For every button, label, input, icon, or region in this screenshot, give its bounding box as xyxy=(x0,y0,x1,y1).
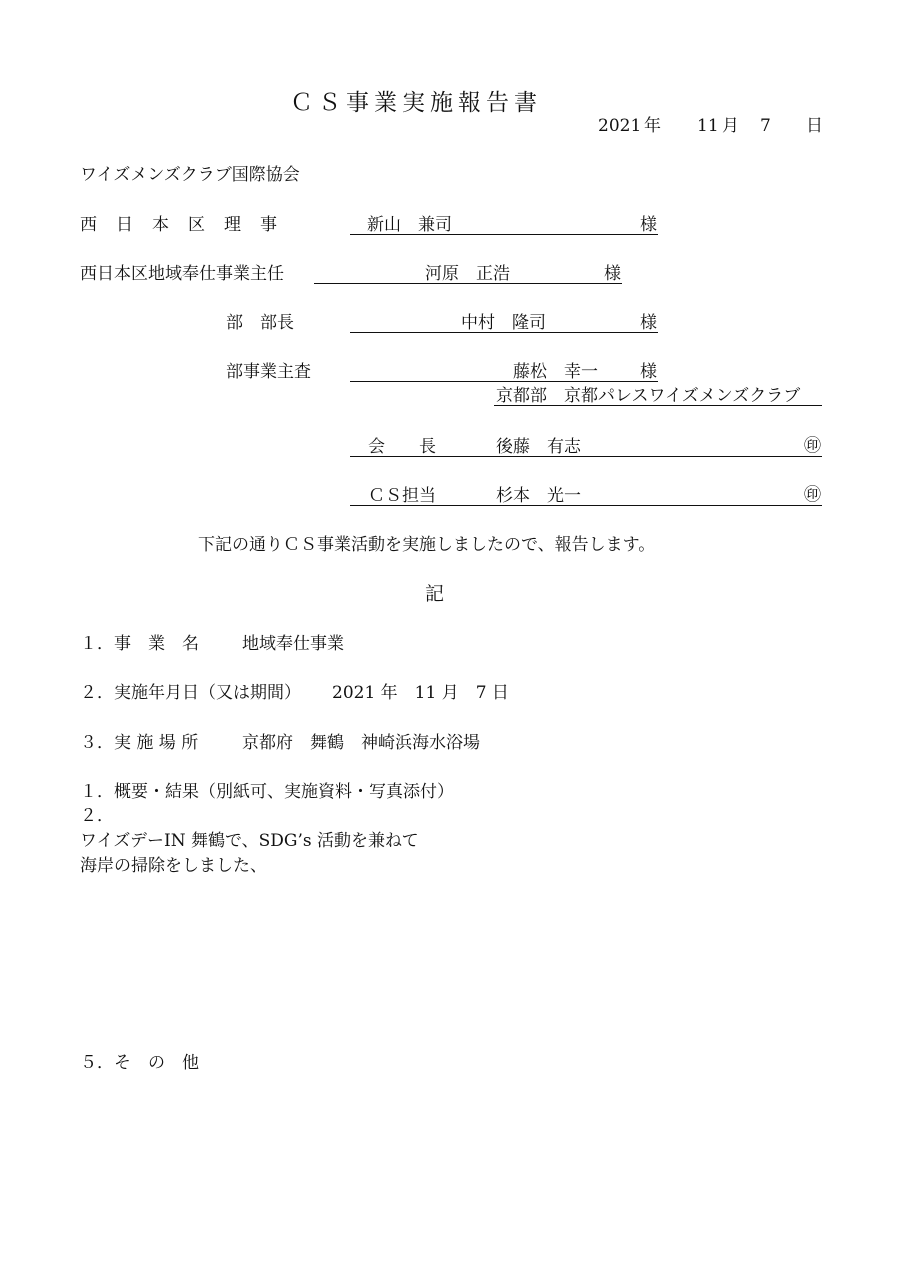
summary-text-line: 海岸の掃除をしました、 xyxy=(80,856,267,876)
recipient-name: 藤松 幸一 xyxy=(513,362,598,382)
signer-name: 杉本 光一 xyxy=(496,486,581,506)
date-month: 11 xyxy=(697,116,719,136)
item-value: 2021 年 11 月 7 日 xyxy=(332,683,509,703)
recipient-name: 新山 兼司 xyxy=(367,215,452,235)
item-label: ２．実施年月日（又は期間） xyxy=(80,683,301,703)
seal-mark: ㊞ xyxy=(804,485,821,505)
item-label: １．事 業 名 xyxy=(80,634,199,654)
recipient-role: 西日本区地域奉仕事業主任 xyxy=(80,264,284,284)
recipient-role: 西 日 本 区 理 事 xyxy=(80,215,278,235)
recipient-role: 部事業主査 xyxy=(226,362,311,382)
underline xyxy=(350,381,658,382)
summary-label: １．概要・結果（別紙可、実施資料・写真添付） xyxy=(80,782,454,802)
recipient-name: 河原 正浩 xyxy=(425,264,510,284)
recipient-honorific: 様 xyxy=(604,264,621,284)
club-name: 京都部 京都パレスワイズメンズクラブ xyxy=(496,386,801,406)
summary-number: ２． xyxy=(80,806,114,826)
recipient-name: 中村 隆司 xyxy=(461,313,546,333)
other-label: ５．そ の 他 xyxy=(80,1053,199,1073)
date-day-unit: 日 xyxy=(806,116,823,136)
item-value: 地域奉仕事業 xyxy=(242,634,344,654)
item-value: 京都府 舞鶴 神崎浜海水浴場 xyxy=(242,733,480,753)
seal-mark: ㊞ xyxy=(804,436,821,456)
date-year-unit: 年 xyxy=(644,116,661,136)
report-statement: 下記の通りＣＳ事業活動を実施しましたので、報告します。 xyxy=(198,535,656,555)
date-day: 7 xyxy=(760,116,771,136)
signer-name: 後藤 有志 xyxy=(496,437,581,457)
signer-role: 会 長 xyxy=(368,437,436,457)
organization-name: ワイズメンズクラブ国際協会 xyxy=(80,165,300,185)
recipient-honorific: 様 xyxy=(640,215,657,235)
item-label: ３．実 施 場 所 xyxy=(80,733,199,753)
summary-text-line: ワイズデーIN 舞鶴で、SDG’s 活動を兼ねて xyxy=(80,831,419,851)
underline xyxy=(494,405,822,406)
signer-role: ＣＳ担当 xyxy=(368,486,436,506)
recipient-role: 部 部長 xyxy=(226,313,294,333)
date-month-unit: 月 xyxy=(722,116,739,136)
date-year: 2021 xyxy=(598,116,642,136)
recipient-honorific: 様 xyxy=(640,313,657,333)
report-title: ＣＳ事業実施報告書 xyxy=(290,90,542,116)
ki-heading: 記 xyxy=(425,583,445,605)
recipient-honorific: 様 xyxy=(640,362,657,382)
